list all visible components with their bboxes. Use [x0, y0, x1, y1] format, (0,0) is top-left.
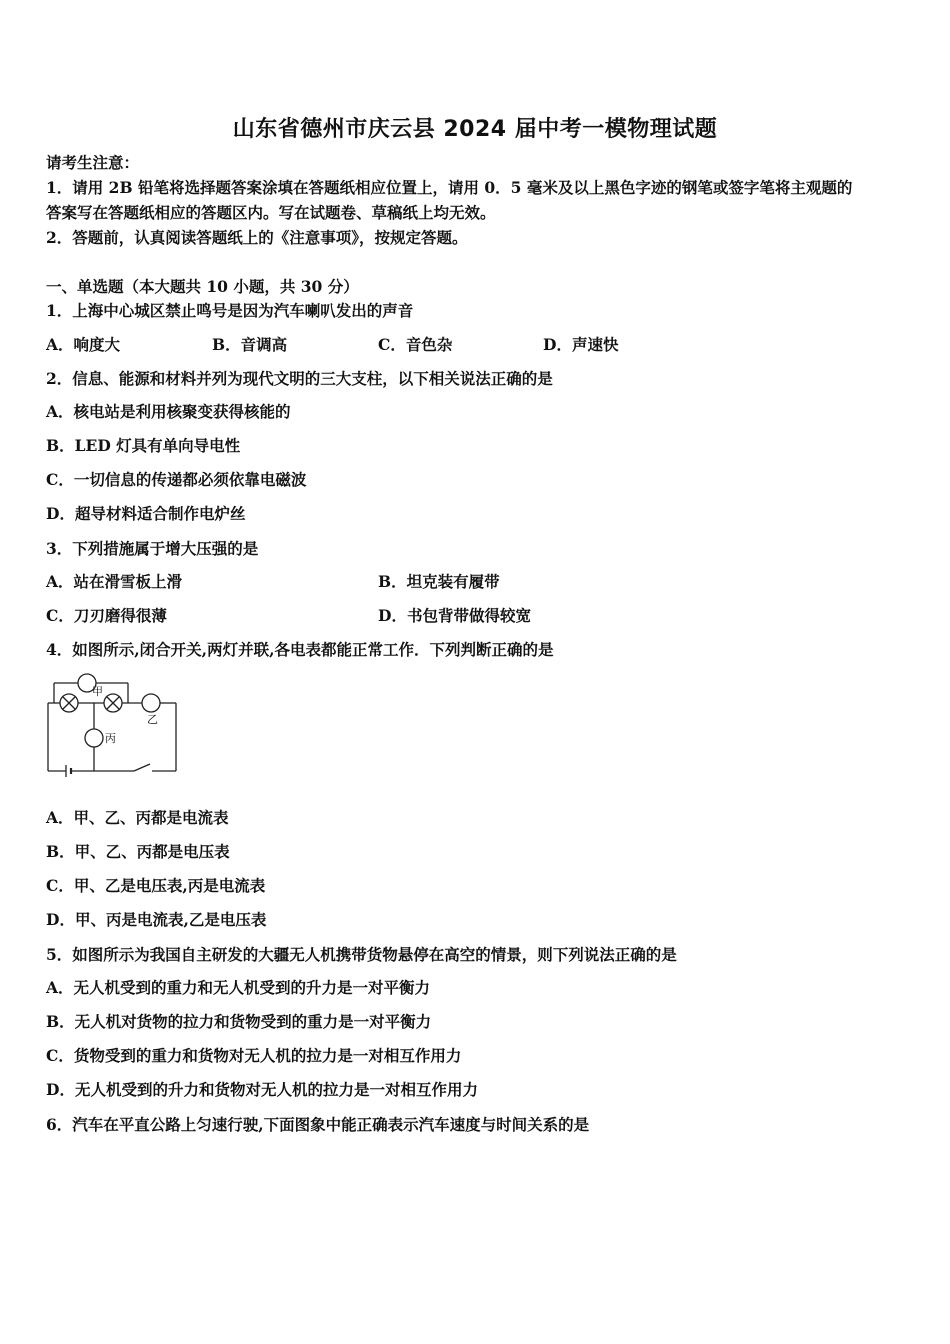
notice-item-1-line-1: 1．请用 2B 铅笔将选择题答案涂填在答题纸相应位置上，请用 0．5 毫米及以上黑色字迹的钢笔或签字笔将主观题的 [46, 178, 853, 197]
question-1-option-c: C．音色杂 [378, 335, 453, 354]
section-heading: 一、单选题（本大题共 10 小题，共 30 分） [46, 277, 359, 296]
label-yi: 乙 [147, 713, 158, 726]
question-6-stem: 6．汽车在平直公路上匀速行驶,下面图象中能正确表示汽车速度与时间关系的是 [46, 1115, 590, 1134]
question-4-option-b: B．甲、乙、丙都是电压表 [46, 842, 230, 861]
question-4-option-c: C．甲、乙是电压表,丙是电流表 [46, 876, 266, 895]
question-2-option-b: B．LED 灯具有单向导电性 [46, 436, 241, 455]
label-jia: 甲 [92, 685, 103, 698]
notice-heading: 请考生注意： [46, 153, 140, 172]
question-4-stem: 4．如图所示,闭合开关,两灯并联,各电表都能正常工作．下列判断正确的是 [46, 640, 554, 659]
question-5-option-c: C．货物受到的重力和货物对无人机的拉力是一对相互作用力 [46, 1046, 462, 1065]
question-1-option-d: D．声速快 [543, 335, 619, 354]
question-2-option-c: C．一切信息的传递都必须依靠电磁波 [46, 470, 307, 489]
label-bing: 丙 [105, 732, 116, 745]
question-3-option-d: D．书包背带做得较宽 [378, 606, 531, 625]
question-1-option-b: B．音调高 [212, 335, 288, 354]
question-1-option-a: A．响度大 [46, 335, 121, 354]
question-2-option-d: D．超导材料适合制作电炉丝 [46, 504, 246, 523]
question-4-option-a: A．甲、乙、丙都是电流表 [46, 808, 229, 827]
page-title: 山东省德州市庆云县 2024 届中考一模物理试题 [232, 117, 718, 142]
question-3-option-a: A．站在滑雪板上滑 [46, 572, 183, 591]
question-5-stem: 5．如图所示为我国自主研发的大疆无人机携带货物悬停在高空的情景，则下列说法正确的是 [46, 945, 677, 964]
question-3-option-c: C．刀刃磨得很薄 [46, 606, 167, 625]
question-2-option-a: A．核电站是利用核聚变获得核能的 [46, 402, 291, 421]
circuit-diagram [40, 670, 190, 780]
notice-item-2: 2．答题前，认真阅读答题纸上的《注意事项》，按规定答题。 [46, 228, 468, 247]
question-2-stem: 2．信息、能源和材料并列为现代文明的三大支柱，以下相关说法正确的是 [46, 369, 553, 388]
question-3-option-b: B．坦克装有履带 [378, 572, 500, 591]
meter-yi [142, 694, 160, 712]
meter-bing [85, 729, 103, 747]
switch-blade [134, 764, 150, 771]
question-3-stem: 3．下列措施属于增大压强的是 [46, 539, 259, 558]
question-4-option-d: D．甲、丙是电流表,乙是电压表 [46, 910, 267, 929]
notice-item-1-line-2: 答案写在答题纸相应的答题区内。写在试题卷、草稿纸上均无效。 [46, 203, 496, 222]
lamp-2 [104, 694, 122, 712]
question-5-option-b: B．无人机对货物的拉力和货物受到的重力是一对平衡力 [46, 1012, 432, 1031]
question-1-stem: 1．上海中心城区禁止鸣号是因为汽车喇叭发出的声音 [46, 301, 414, 320]
question-5-option-a: A．无人机受到的重力和无人机受到的升力是一对平衡力 [46, 978, 431, 997]
lamp-1 [60, 694, 78, 712]
question-5-option-d: D．无人机受到的升力和货物对无人机的拉力是一对相互作用力 [46, 1080, 478, 1099]
